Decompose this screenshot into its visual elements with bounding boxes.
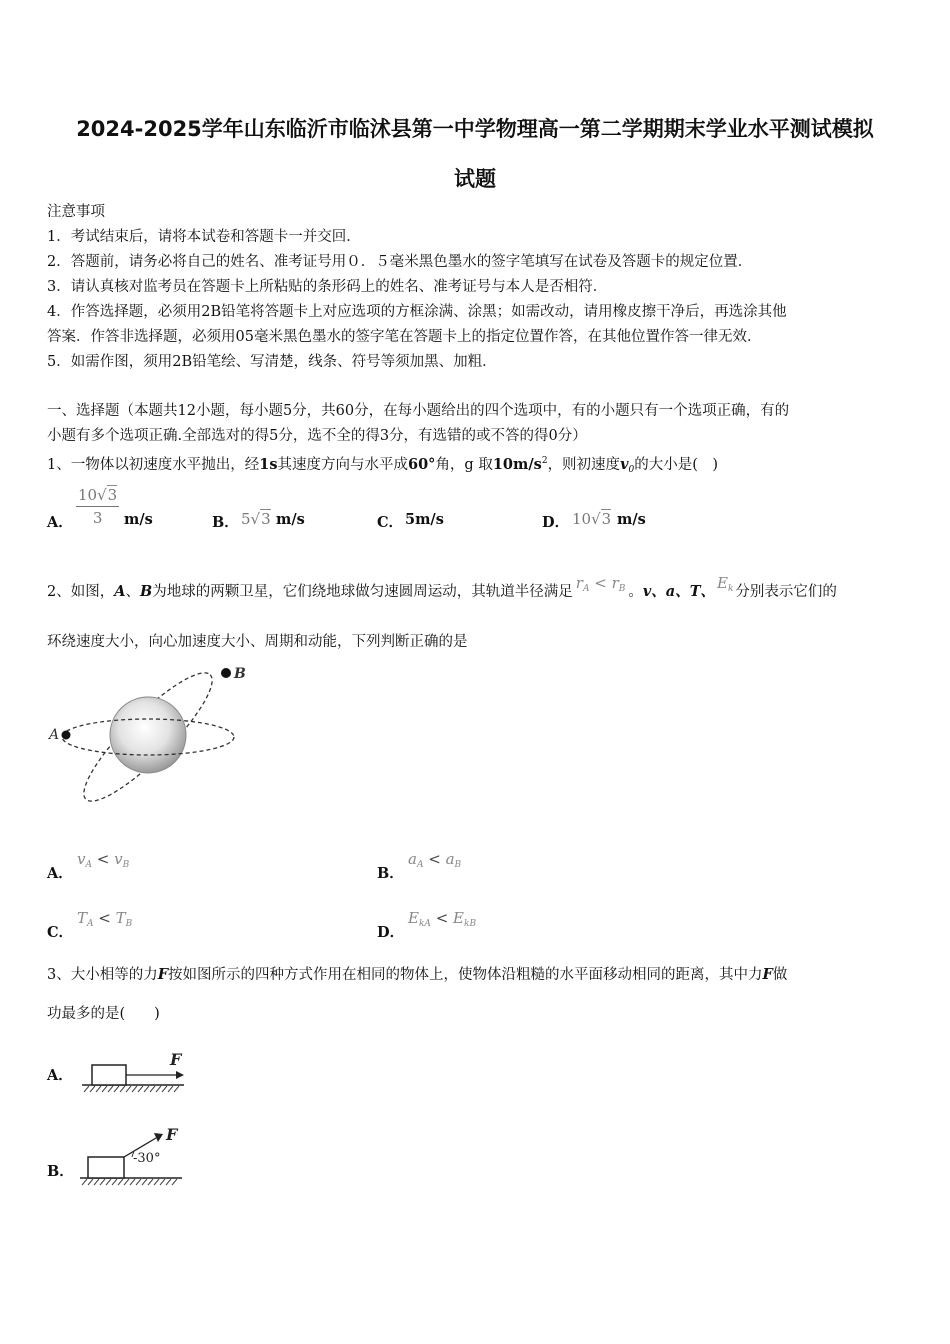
notice-item: 3．请认真核对监考员在答题卡上所粘贴的条形码上的姓名、准考证号与本人是否相符．	[47, 279, 608, 295]
block-b	[88, 1157, 124, 1178]
q1-option-c-label: C．	[377, 514, 404, 531]
q1-option-b-value: 5√3	[241, 510, 271, 528]
q2-option-d-label: D．	[377, 924, 405, 941]
q1-option-b-unit: m/s	[276, 511, 305, 528]
q3-stem-line2: 功最多的是( )	[47, 1006, 160, 1022]
q3-option-a-label: A．	[47, 1067, 73, 1084]
q2-option-a-value: $v_A < v_B$	[77, 850, 130, 870]
satellite-b	[221, 668, 231, 678]
q2-option-b-label: B．	[377, 865, 404, 882]
q2-stem: 2、如图，A、B为地球的两颗卫星，它们绕地球做匀速圆周运动，其轨道半径满足 $r_A < r_B$ 。v、a、T、 $E_k$ 分别表示它们的	[47, 574, 837, 600]
block-a	[92, 1065, 126, 1085]
label-b: B	[234, 666, 246, 682]
earth	[110, 697, 186, 773]
section-heading-line2: 小题有多个选项正确.全部选对的得5分，选不全的得3分，有选错的或不答的得0分）	[47, 428, 587, 444]
notice-item: 1．考试结束后，请将本试卷和答题卡一并交回．	[47, 229, 361, 245]
section-heading: 一、选择题（本题共12小题，每小题5分，共60分，在每小题给出的四个选项中，有的小题只有一个选项正确，有的	[47, 403, 790, 419]
q2-option-c-value: $T_A < T_B$	[77, 909, 133, 929]
q1-option-d-value: 10√3	[572, 510, 612, 528]
q1-option-a-label: A．	[47, 514, 73, 531]
q3-stem: 3、大小相等的力F按如图所示的四种方式作用在相同的物体上，使物体沿粗糙的水平面移动相同的距离，其中力F做	[47, 966, 788, 983]
page-title: 2024-2025学年山东临沂市临沭县第一中学物理高一第二学期期末学业水平测试模拟	[76, 117, 874, 141]
q1-option-d-label: D．	[542, 514, 570, 531]
q1-option-a-fraction: $\frac{10√3}{3}$	[78, 486, 118, 527]
q2-option-b-value: $a_A < a_B$	[408, 850, 462, 870]
force-label-b: F	[166, 1125, 178, 1144]
notice-item: 5．如需作图，须用2B铅笔绘、写清楚，线条、符号等须加黑、加粗．	[47, 354, 497, 370]
notice-heading: 注意事项	[47, 204, 105, 220]
q3-figure-a	[78, 1050, 188, 1095]
notice-item: 4．作答选择题，必须用2B铅笔将答题卡上对应选项的方框涂满、涂黑；如需改动，请用橡皮擦干净后，再选涂其他	[47, 304, 787, 320]
q1-option-c-value: 5m/s	[405, 511, 444, 528]
force-label-a: F	[170, 1050, 182, 1069]
notice-item: 2．答题前，请务必将自己的姓名、准考证号用０．５毫米黑色墨水的签字笔填写在试卷及答题卡的规定位置．	[47, 254, 753, 270]
q1-option-b-label: B．	[212, 514, 239, 531]
q1-option-a-unit: m/s	[124, 511, 153, 528]
label-a: A	[49, 727, 60, 743]
q2-stem-line2: 环绕速度大小，向心加速度大小、周期和动能，下列判断正确的是	[47, 634, 468, 650]
q2-option-a-label: A．	[47, 865, 73, 882]
q3-figure-b	[76, 1122, 191, 1190]
q2-option-c-label: C．	[47, 924, 74, 941]
q3-option-b-label: B．	[47, 1163, 74, 1180]
orbit-figure	[44, 660, 244, 815]
satellite-a	[62, 731, 71, 740]
notice-item: 答案．作答非选择题，必须用05毫米黑色墨水的签字笔在答题卡上的指定位置作答，在其他位置作答一律无效．	[47, 329, 762, 345]
page-title-line2: 试题	[454, 167, 496, 191]
angle-label-b: -30°	[133, 1151, 161, 1166]
q2-option-d-value: $E_{kA} < E_{kB}$	[408, 909, 477, 929]
q1-option-d-unit: m/s	[617, 511, 646, 528]
q1-stem: 1、一物体以初速度水平抛出，经1s其速度方向与水平成60°角，g 取$10m/s^2$，则初速度$v_0$的大小是( )	[47, 456, 719, 475]
